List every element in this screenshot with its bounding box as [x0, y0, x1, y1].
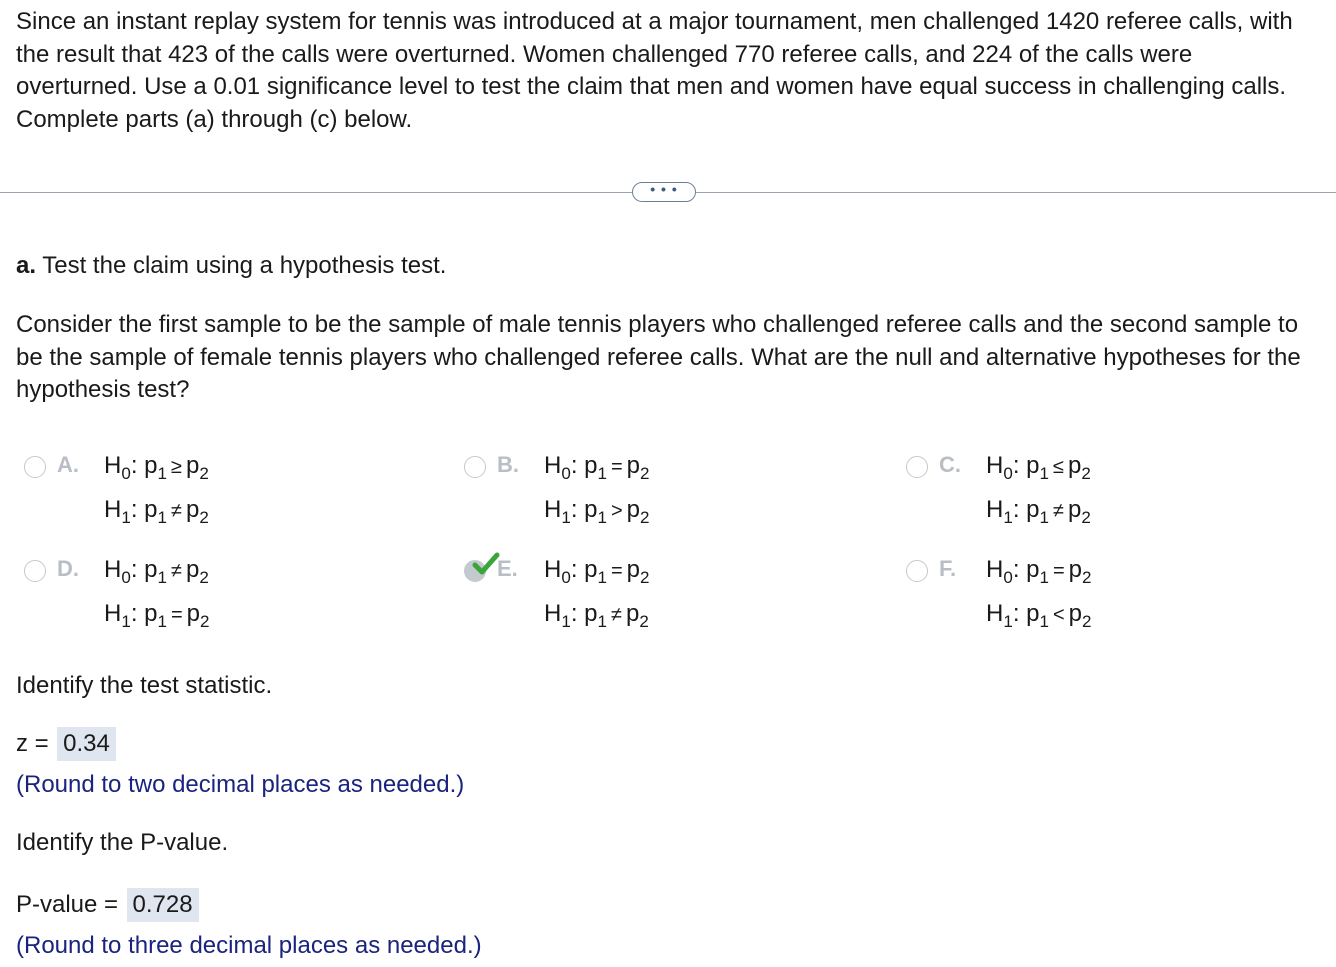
- p1-subscript: 1: [157, 464, 167, 483]
- null-hypothesis: [104, 556, 209, 588]
- h-symbol: H: [544, 556, 562, 583]
- h-subscript: 0: [1003, 568, 1013, 587]
- p2-subscript: 2: [199, 568, 209, 587]
- p2-symbol: p: [186, 600, 201, 627]
- p1-subscript: 1: [157, 568, 167, 587]
- z-answer-field[interactable]: 0.34: [57, 727, 116, 761]
- checkmark-icon: [472, 550, 500, 578]
- colon: :: [1012, 600, 1020, 627]
- colon: :: [570, 600, 578, 627]
- colon: :: [1012, 452, 1020, 479]
- operator: =: [610, 560, 623, 582]
- p2-symbol: p: [1068, 600, 1083, 627]
- p2-symbol: p: [1068, 556, 1083, 583]
- p1-symbol: p: [584, 452, 598, 479]
- radio-button[interactable]: [464, 456, 486, 478]
- h-symbol: H: [986, 600, 1004, 627]
- h-subscript: 1: [121, 508, 131, 527]
- radio-button[interactable]: [906, 560, 928, 582]
- p2-symbol: p: [185, 496, 200, 523]
- p1-subscript: 1: [1039, 464, 1049, 483]
- operator: ≥: [170, 456, 182, 478]
- choice-c[interactable]: [906, 452, 1306, 542]
- z-rounding-note: (Round to two decimal places as needed.): [16, 771, 465, 798]
- p1-symbol: p: [1026, 452, 1040, 479]
- operator: =: [170, 604, 183, 626]
- part-a-heading: [16, 252, 446, 280]
- p2-symbol: p: [185, 452, 200, 479]
- radio-button[interactable]: [24, 456, 46, 478]
- p1-subscript: 1: [1039, 508, 1049, 527]
- alternative-hypothesis: [986, 600, 1092, 632]
- colon: :: [130, 452, 138, 479]
- h-symbol: H: [544, 452, 562, 479]
- problem-statement: Since an instant replay system for tennis was introduced at a major tournament, men challenged 1420 referee calls, with the result that 423 of the calls were overturned. Women challenged 770 referee calls, and 224 of the calls were overturned. Use a 0.01 significance level to test the claim that men and women have equal success in challenging calls. Complete parts (a) through (c) below.: [16, 8, 1293, 133]
- colon: :: [130, 496, 138, 523]
- p1-symbol: p: [584, 496, 598, 523]
- choice-a[interactable]: [24, 452, 424, 542]
- p-value-label: P-value =: [16, 891, 119, 918]
- choice-letter: E.: [497, 556, 518, 581]
- p1-subscript: 1: [157, 508, 167, 527]
- choice-b[interactable]: [464, 452, 864, 542]
- p1-symbol: p: [584, 556, 598, 583]
- p2-subscript: 2: [199, 508, 209, 527]
- p2-symbol: p: [626, 556, 641, 583]
- alternative-hypothesis: [104, 496, 209, 528]
- p-value-rounding-note: (Round to three decimal places as needed.): [16, 932, 482, 959]
- p2-subscript: 2: [200, 612, 210, 631]
- p1-symbol: p: [1026, 600, 1040, 627]
- operator: ≠: [170, 500, 182, 522]
- p1-subscript: 1: [157, 612, 167, 631]
- p1-symbol: p: [144, 556, 158, 583]
- colon: :: [570, 496, 578, 523]
- h-symbol: H: [986, 556, 1004, 583]
- colon: :: [570, 556, 578, 583]
- p2-symbol: p: [1067, 452, 1082, 479]
- p1-symbol: p: [144, 452, 158, 479]
- h-symbol: H: [544, 600, 562, 627]
- operator: =: [1052, 560, 1065, 582]
- h-subscript: 1: [1003, 508, 1013, 527]
- choice-letter: A.: [57, 452, 79, 477]
- p1-subscript: 1: [597, 568, 607, 587]
- h-subscript: 1: [121, 612, 131, 631]
- test-statistic-row: [16, 727, 116, 761]
- h-subscript: 0: [1003, 464, 1013, 483]
- alternative-hypothesis: [544, 496, 650, 528]
- hypothesis-question: Consider the first sample to be the sample of male tennis players who challenged referee calls and the second sample to be the sample of female tennis players who challenged referee calls. What are the null and alternative hypotheses for the hypothesis test?: [16, 311, 1301, 403]
- operator: <: [1052, 604, 1065, 626]
- operator: ≠: [170, 560, 182, 582]
- p2-subscript: 2: [199, 464, 209, 483]
- z-label: z =: [16, 730, 49, 757]
- radio-button[interactable]: [906, 456, 928, 478]
- p2-subscript: 2: [639, 612, 649, 631]
- p1-symbol: p: [584, 600, 598, 627]
- p2-subscript: 2: [640, 568, 650, 587]
- h-subscript: 1: [561, 612, 571, 631]
- h-subscript: 0: [121, 464, 131, 483]
- p2-symbol: p: [625, 600, 640, 627]
- p1-symbol: p: [1026, 556, 1040, 583]
- null-hypothesis: [986, 556, 1092, 588]
- p2-subscript: 2: [1081, 508, 1091, 527]
- colon: :: [570, 452, 578, 479]
- colon: :: [1012, 556, 1020, 583]
- h-subscript: 1: [1003, 612, 1013, 631]
- operator: ≤: [1052, 456, 1064, 478]
- p1-symbol: p: [1026, 496, 1040, 523]
- p2-subscript: 2: [1082, 612, 1092, 631]
- colon: :: [130, 600, 138, 627]
- alternative-hypothesis: [544, 600, 649, 632]
- choice-letter: C.: [939, 452, 961, 477]
- p-value-row: [16, 888, 199, 922]
- p2-subscript: 2: [640, 464, 650, 483]
- h-symbol: H: [986, 496, 1004, 523]
- alternative-hypothesis: [104, 600, 210, 632]
- p2-symbol: p: [626, 496, 641, 523]
- p1-symbol: p: [144, 496, 158, 523]
- colon: :: [130, 556, 138, 583]
- p2-symbol: p: [626, 452, 641, 479]
- p2-subscript: 2: [640, 508, 650, 527]
- null-hypothesis: [544, 452, 650, 484]
- p1-subscript: 1: [597, 464, 607, 483]
- h-symbol: H: [544, 496, 562, 523]
- p1-subscript: 1: [1039, 568, 1049, 587]
- p2-symbol: p: [1067, 496, 1082, 523]
- choice-f[interactable]: [906, 556, 1306, 646]
- null-hypothesis: [104, 452, 209, 484]
- h-subscript: 0: [561, 464, 571, 483]
- choice-letter: B.: [497, 452, 519, 477]
- choice-e[interactable]: [464, 556, 864, 646]
- p1-subscript: 1: [597, 508, 607, 527]
- h-subscript: 0: [561, 568, 571, 587]
- part-a-label: a.: [16, 252, 37, 279]
- null-hypothesis: [986, 452, 1091, 484]
- test-statistic-prompt: Identify the test statistic.: [16, 672, 273, 699]
- alternative-hypothesis: [986, 496, 1091, 528]
- h-subscript: 0: [121, 568, 131, 587]
- p1-subscript: 1: [1039, 612, 1049, 631]
- p2-subscript: 2: [1082, 568, 1092, 587]
- choice-letter: F.: [939, 556, 957, 581]
- p-value-prompt: Identify the P-value.: [16, 829, 229, 856]
- p1-subscript: 1: [597, 612, 607, 631]
- h-symbol: H: [104, 600, 122, 627]
- p2-subscript: 2: [1081, 464, 1091, 483]
- h-symbol: H: [104, 496, 122, 523]
- null-hypothesis: [544, 556, 650, 588]
- part-a-text: Test the claim using a hypothesis test.: [42, 252, 447, 279]
- operator: ≠: [1052, 500, 1064, 522]
- h-symbol: H: [986, 452, 1004, 479]
- choice-d[interactable]: [24, 556, 424, 646]
- colon: :: [1012, 496, 1020, 523]
- expand-more-button[interactable]: • • •: [632, 182, 696, 202]
- h-subscript: 1: [561, 508, 571, 527]
- p1-symbol: p: [144, 600, 158, 627]
- operator: =: [610, 456, 623, 478]
- choice-letter: D.: [57, 556, 79, 581]
- operator: >: [610, 500, 623, 522]
- p-value-answer-field[interactable]: 0.728: [127, 888, 199, 922]
- p2-symbol: p: [185, 556, 200, 583]
- radio-button[interactable]: [24, 560, 46, 582]
- h-symbol: H: [104, 556, 122, 583]
- h-symbol: H: [104, 452, 122, 479]
- operator: ≠: [610, 604, 622, 626]
